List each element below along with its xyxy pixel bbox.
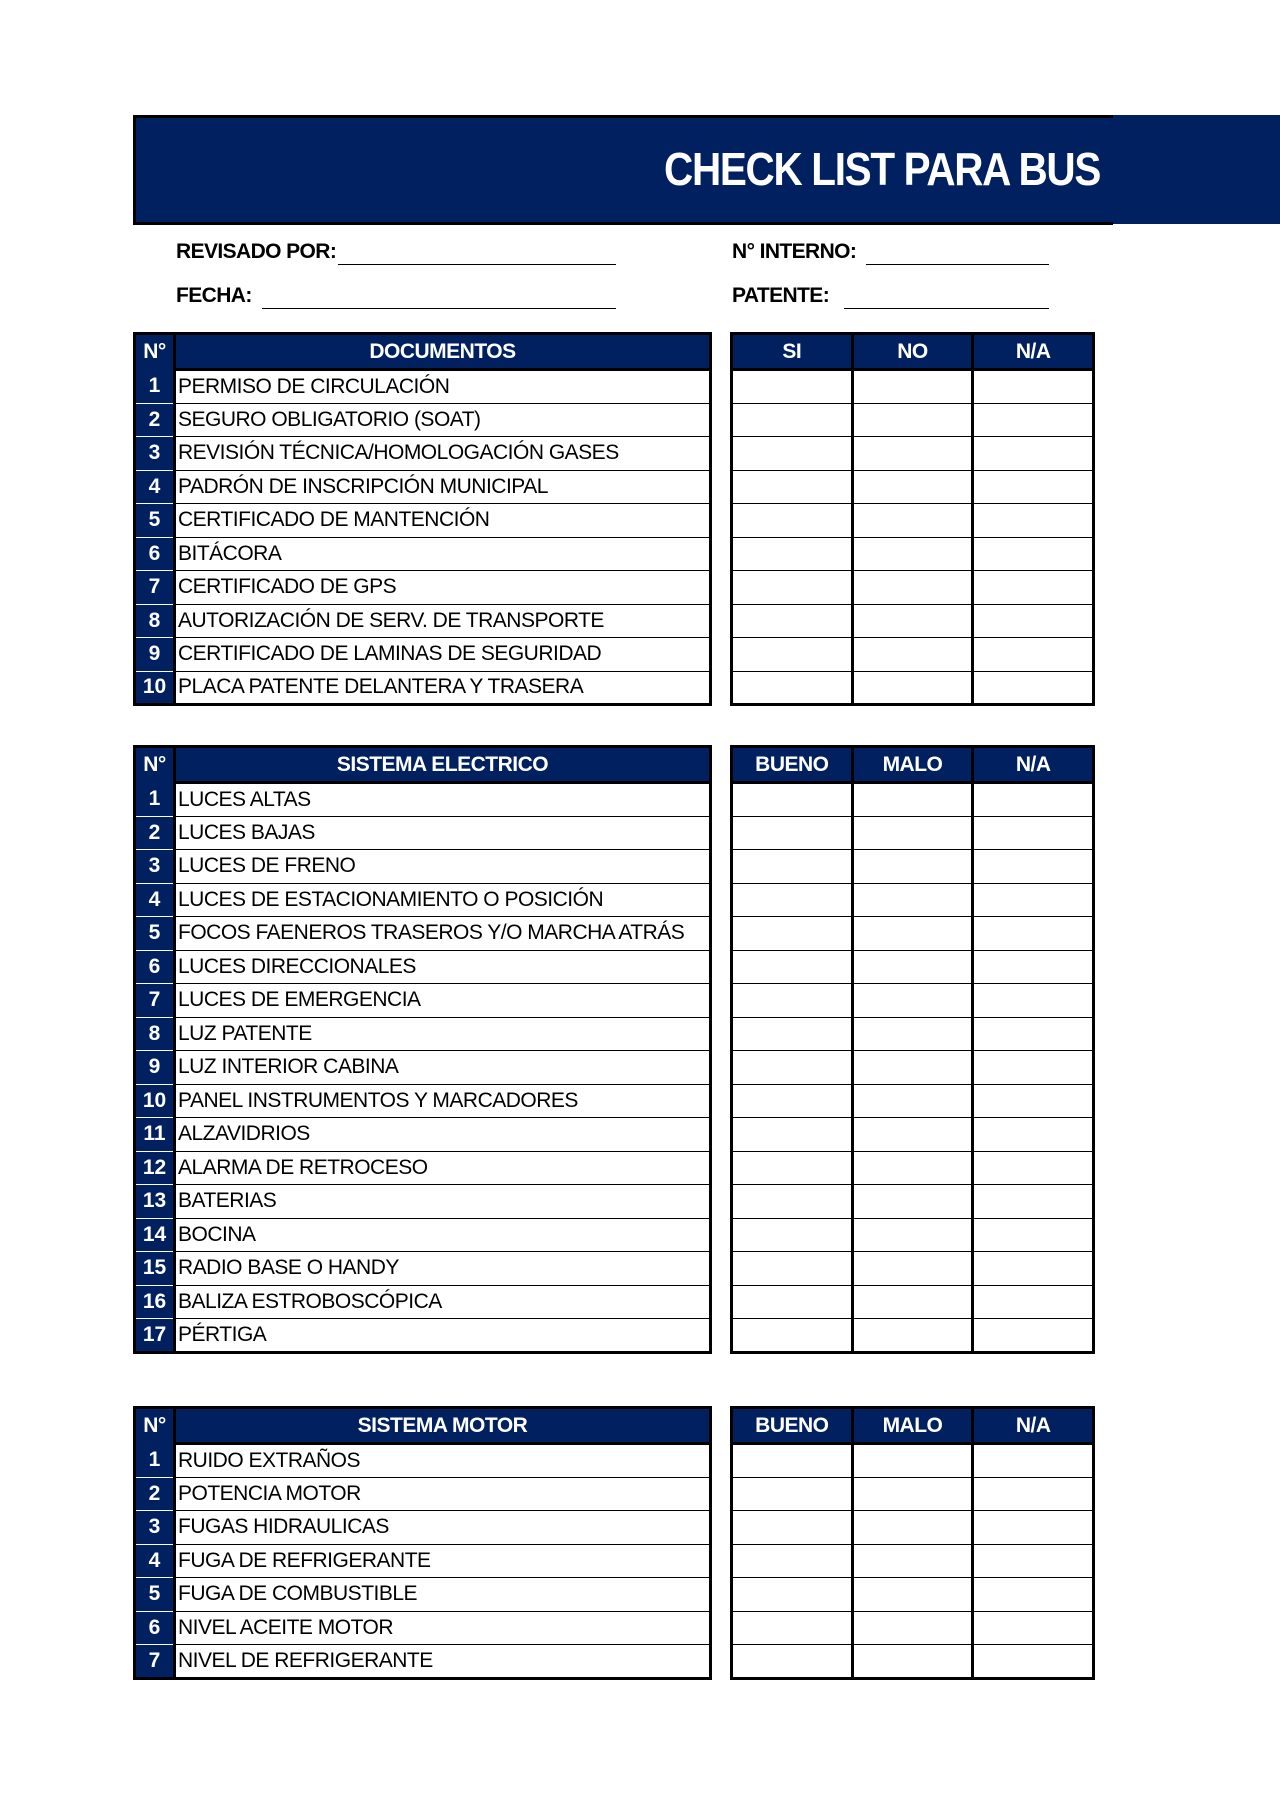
check-cell-bueno[interactable] xyxy=(732,1151,853,1185)
engine-check-table xyxy=(730,1406,1095,1680)
check-row xyxy=(732,470,1094,504)
table-row xyxy=(135,850,711,884)
check-cell-malo[interactable] xyxy=(852,1285,973,1319)
item-label: CERTIFICADO DE MANTENCIÓN xyxy=(175,504,711,538)
item-label: LUCES BAJAS xyxy=(175,816,711,850)
row-number: 7 xyxy=(135,1645,175,1679)
page-title: CHECK LIST PARA BUS xyxy=(664,143,1100,195)
check-cell-bueno[interactable] xyxy=(732,1084,853,1118)
check-row xyxy=(732,537,1094,571)
row-number: 3 xyxy=(135,1511,175,1545)
check-cell-bueno[interactable] xyxy=(732,1511,853,1545)
table-row xyxy=(135,537,711,571)
check-cell-na[interactable] xyxy=(973,470,1094,504)
table-row xyxy=(135,1578,711,1612)
item-label: CERTIFICADO DE LAMINAS DE SEGURIDAD xyxy=(175,638,711,672)
check-row xyxy=(732,1578,1094,1612)
plate-label: PATENTE: xyxy=(732,284,830,307)
row-number: 11 xyxy=(135,1118,175,1152)
check-cell-no[interactable] xyxy=(852,671,973,705)
table-row xyxy=(135,1151,711,1185)
check-cell-no[interactable] xyxy=(852,437,973,471)
table-row xyxy=(135,1319,711,1353)
item-label: PERMISO DE CIRCULACIÓN xyxy=(175,370,711,404)
check-cell-bueno[interactable] xyxy=(732,850,853,884)
table-row xyxy=(135,1611,711,1645)
check-row xyxy=(732,604,1094,638)
column-header: MALO xyxy=(852,1408,973,1444)
row-number: 4 xyxy=(135,1544,175,1578)
row-number: 1 xyxy=(135,370,175,404)
check-row xyxy=(732,783,1094,817)
check-cell-malo[interactable] xyxy=(852,883,973,917)
check-cell-malo[interactable] xyxy=(852,1151,973,1185)
item-label: LUCES DE ESTACIONAMIENTO O POSICIÓN xyxy=(175,883,711,917)
check-cell-bueno[interactable] xyxy=(732,1444,853,1478)
check-cell-na[interactable] xyxy=(973,1017,1094,1051)
check-cell-na[interactable] xyxy=(973,783,1094,817)
check-row xyxy=(732,950,1094,984)
check-row xyxy=(732,1645,1094,1679)
check-row xyxy=(732,437,1094,471)
check-cell-si[interactable] xyxy=(732,638,853,672)
check-cell-no[interactable] xyxy=(852,638,973,672)
item-label: PADRÓN DE INSCRIPCIÓN MUNICIPAL xyxy=(175,470,711,504)
electrical-check-table xyxy=(730,745,1095,1354)
reviewed-by-label: REVISADO POR: xyxy=(176,240,337,263)
item-label: FUGAS HIDRAULICAS xyxy=(175,1511,711,1545)
item-label: RUIDO EXTRAÑOS xyxy=(175,1444,711,1478)
row-number: 4 xyxy=(135,883,175,917)
check-row xyxy=(732,917,1094,951)
item-label: AUTORIZACIÓN DE SERV. DE TRANSPORTE xyxy=(175,604,711,638)
check-cell-na[interactable] xyxy=(973,816,1094,850)
item-label: ALARMA DE RETROCESO xyxy=(175,1151,711,1185)
item-label: RADIO BASE O HANDY xyxy=(175,1252,711,1286)
item-label: LUZ INTERIOR CABINA xyxy=(175,1051,711,1085)
check-row xyxy=(732,1611,1094,1645)
row-number: 4 xyxy=(135,470,175,504)
check-cell-bueno[interactable] xyxy=(732,783,853,817)
table-row xyxy=(135,604,711,638)
check-cell-na[interactable] xyxy=(973,1185,1094,1219)
date-label: FECHA: xyxy=(176,284,252,307)
check-cell-na[interactable] xyxy=(973,1477,1094,1511)
banner-border xyxy=(133,222,1113,225)
table-row xyxy=(135,1511,711,1545)
check-cell-na[interactable] xyxy=(973,1252,1094,1286)
section-title: DOCUMENTOS xyxy=(175,334,711,370)
check-cell-malo[interactable] xyxy=(852,917,973,951)
table-row xyxy=(135,1017,711,1051)
row-number: 2 xyxy=(135,1477,175,1511)
check-row xyxy=(732,504,1094,538)
check-cell-bueno[interactable] xyxy=(732,950,853,984)
check-cell-bueno[interactable] xyxy=(732,1611,853,1645)
check-cell-no[interactable] xyxy=(852,571,973,605)
check-cell-na[interactable] xyxy=(973,1444,1094,1478)
check-row xyxy=(732,1477,1094,1511)
check-cell-bueno[interactable] xyxy=(732,1285,853,1319)
check-row xyxy=(732,1444,1094,1478)
check-cell-si[interactable] xyxy=(732,370,853,404)
row-number: 6 xyxy=(135,1611,175,1645)
table-row xyxy=(135,1051,711,1085)
check-cell-bueno[interactable] xyxy=(732,816,853,850)
date-field[interactable] xyxy=(262,308,616,309)
check-cell-na[interactable] xyxy=(973,950,1094,984)
check-cell-na[interactable] xyxy=(973,1319,1094,1353)
check-row xyxy=(732,1544,1094,1578)
table-row xyxy=(135,504,711,538)
check-cell-malo[interactable] xyxy=(852,783,973,817)
check-cell-na[interactable] xyxy=(973,917,1094,951)
check-cell-bueno[interactable] xyxy=(732,883,853,917)
check-cell-na[interactable] xyxy=(973,638,1094,672)
row-number: 3 xyxy=(135,850,175,884)
check-row xyxy=(732,571,1094,605)
row-number: 8 xyxy=(135,604,175,638)
check-cell-na[interactable] xyxy=(973,671,1094,705)
check-row xyxy=(732,984,1094,1018)
check-cell-bueno[interactable] xyxy=(732,1218,853,1252)
table-row xyxy=(135,883,711,917)
row-number: 1 xyxy=(135,1444,175,1478)
table-row xyxy=(135,638,711,672)
item-label: PANEL INSTRUMENTOS Y MARCADORES xyxy=(175,1084,711,1118)
section-title: SISTEMA ELECTRICO xyxy=(175,747,711,783)
check-cell-malo[interactable] xyxy=(852,1578,973,1612)
check-cell-bueno[interactable] xyxy=(732,1017,853,1051)
reviewed-by-field[interactable] xyxy=(338,264,616,265)
banner-border xyxy=(133,115,1113,118)
check-cell-bueno[interactable] xyxy=(732,1477,853,1511)
check-cell-malo[interactable] xyxy=(852,1118,973,1152)
check-row xyxy=(732,1285,1094,1319)
row-number: 9 xyxy=(135,638,175,672)
check-cell-na[interactable] xyxy=(973,1611,1094,1645)
check-cell-bueno[interactable] xyxy=(732,1118,853,1152)
column-header: MALO xyxy=(852,747,973,783)
table-row xyxy=(135,370,711,404)
check-cell-na[interactable] xyxy=(973,1084,1094,1118)
item-label: BOCINA xyxy=(175,1218,711,1252)
item-label: REVISIÓN TÉCNICA/HOMOLOGACIÓN GASES xyxy=(175,437,711,471)
item-label: ALZAVIDRIOS xyxy=(175,1118,711,1152)
column-header: SI xyxy=(732,334,853,370)
check-cell-malo[interactable] xyxy=(852,1017,973,1051)
row-number: 2 xyxy=(135,403,175,437)
check-cell-na[interactable] xyxy=(973,850,1094,884)
section-title: SISTEMA MOTOR xyxy=(175,1408,711,1444)
check-cell-malo[interactable] xyxy=(852,1084,973,1118)
check-row xyxy=(732,1051,1094,1085)
table-row xyxy=(135,1218,711,1252)
check-row xyxy=(732,850,1094,884)
row-number: 6 xyxy=(135,537,175,571)
check-cell-malo[interactable] xyxy=(852,850,973,884)
check-row xyxy=(732,1319,1094,1353)
column-header: NO xyxy=(852,334,973,370)
check-cell-malo[interactable] xyxy=(852,1252,973,1286)
internal-number-field[interactable] xyxy=(866,264,1049,265)
check-cell-si[interactable] xyxy=(732,403,853,437)
item-label: BATERIAS xyxy=(175,1185,711,1219)
table-row xyxy=(135,1645,711,1679)
row-number: 10 xyxy=(135,671,175,705)
item-label: BITÁCORA xyxy=(175,537,711,571)
check-row xyxy=(732,370,1094,404)
check-cell-bueno[interactable] xyxy=(732,1645,853,1679)
check-cell-bueno[interactable] xyxy=(732,1252,853,1286)
check-row xyxy=(732,1151,1094,1185)
check-row xyxy=(732,816,1094,850)
check-cell-no[interactable] xyxy=(852,604,973,638)
check-cell-na[interactable] xyxy=(973,403,1094,437)
check-row xyxy=(732,1084,1094,1118)
check-cell-no[interactable] xyxy=(852,470,973,504)
row-number: 9 xyxy=(135,1051,175,1085)
check-cell-malo[interactable] xyxy=(852,816,973,850)
table-row xyxy=(135,1084,711,1118)
check-cell-na[interactable] xyxy=(973,1218,1094,1252)
row-number: 10 xyxy=(135,1084,175,1118)
item-label: SEGURO OBLIGATORIO (SOAT) xyxy=(175,403,711,437)
check-cell-bueno[interactable] xyxy=(732,1578,853,1612)
table-row xyxy=(135,1477,711,1511)
check-cell-si[interactable] xyxy=(732,470,853,504)
check-cell-no[interactable] xyxy=(852,504,973,538)
row-number: 16 xyxy=(135,1285,175,1319)
table-row xyxy=(135,984,711,1018)
row-number: 5 xyxy=(135,1578,175,1612)
check-cell-na[interactable] xyxy=(973,883,1094,917)
check-cell-na[interactable] xyxy=(973,1151,1094,1185)
check-cell-malo[interactable] xyxy=(852,1544,973,1578)
table-row xyxy=(135,437,711,471)
table-row xyxy=(135,1118,711,1152)
check-cell-na[interactable] xyxy=(973,1645,1094,1679)
check-cell-na[interactable] xyxy=(973,504,1094,538)
row-number: 5 xyxy=(135,504,175,538)
item-label: NIVEL DE REFRIGERANTE xyxy=(175,1645,711,1679)
item-label: BALIZA ESTROBOSCÓPICA xyxy=(175,1285,711,1319)
row-number: 7 xyxy=(135,571,175,605)
row-number: 7 xyxy=(135,984,175,1018)
table-row xyxy=(135,1252,711,1286)
row-number: 12 xyxy=(135,1151,175,1185)
table-row xyxy=(135,671,711,705)
check-cell-malo[interactable] xyxy=(852,1511,973,1545)
table-row xyxy=(135,783,711,817)
item-label: PLACA PATENTE DELANTERA Y TRASERA xyxy=(175,671,711,705)
check-row xyxy=(732,1252,1094,1286)
check-cell-bueno[interactable] xyxy=(732,1319,853,1353)
electrical-table xyxy=(133,745,712,1354)
check-cell-na[interactable] xyxy=(973,571,1094,605)
column-header: N/A xyxy=(973,1408,1094,1444)
item-label: FUGA DE COMBUSTIBLE xyxy=(175,1578,711,1612)
table-row xyxy=(135,1444,711,1478)
item-label: NIVEL ACEITE MOTOR xyxy=(175,1611,711,1645)
row-number: 17 xyxy=(135,1319,175,1353)
number-header: N° xyxy=(135,334,175,370)
plate-field[interactable] xyxy=(844,308,1049,309)
check-cell-na[interactable] xyxy=(973,604,1094,638)
table-row xyxy=(135,1185,711,1219)
check-cell-na[interactable] xyxy=(973,1118,1094,1152)
check-cell-malo[interactable] xyxy=(852,1319,973,1353)
table-row xyxy=(135,470,711,504)
check-cell-si[interactable] xyxy=(732,537,853,571)
column-header: BUENO xyxy=(732,1408,853,1444)
table-row xyxy=(135,571,711,605)
check-cell-malo[interactable] xyxy=(852,1477,973,1511)
check-cell-malo[interactable] xyxy=(852,950,973,984)
item-label: LUZ PATENTE xyxy=(175,1017,711,1051)
check-row xyxy=(732,1218,1094,1252)
engine-table xyxy=(133,1406,712,1680)
check-cell-na[interactable] xyxy=(973,437,1094,471)
table-row xyxy=(135,917,711,951)
column-header: BUENO xyxy=(732,747,853,783)
check-cell-na[interactable] xyxy=(973,984,1094,1018)
documents-table xyxy=(133,332,712,706)
check-cell-malo[interactable] xyxy=(852,1444,973,1478)
table-row xyxy=(135,1285,711,1319)
item-label: PÉRTIGA xyxy=(175,1319,711,1353)
check-row xyxy=(732,403,1094,437)
check-cell-malo[interactable] xyxy=(852,1218,973,1252)
column-header: N/A xyxy=(973,334,1094,370)
row-number: 15 xyxy=(135,1252,175,1286)
number-header: N° xyxy=(135,1408,175,1444)
table-row xyxy=(135,403,711,437)
check-cell-no[interactable] xyxy=(852,537,973,571)
check-cell-si[interactable] xyxy=(732,437,853,471)
item-label: FOCOS FAENEROS TRASEROS Y/O MARCHA ATRÁS xyxy=(175,917,711,951)
check-cell-malo[interactable] xyxy=(852,1051,973,1085)
check-row xyxy=(732,638,1094,672)
check-cell-si[interactable] xyxy=(732,604,853,638)
row-number: 2 xyxy=(135,816,175,850)
check-cell-bueno[interactable] xyxy=(732,917,853,951)
row-number: 1 xyxy=(135,783,175,817)
item-label: LUCES DE FRENO xyxy=(175,850,711,884)
check-cell-malo[interactable] xyxy=(852,1611,973,1645)
row-number: 13 xyxy=(135,1185,175,1219)
item-label: FUGA DE REFRIGERANTE xyxy=(175,1544,711,1578)
row-number: 5 xyxy=(135,917,175,951)
check-cell-malo[interactable] xyxy=(852,984,973,1018)
item-label: CERTIFICADO DE GPS xyxy=(175,571,711,605)
check-cell-bueno[interactable] xyxy=(732,1185,853,1219)
check-cell-si[interactable] xyxy=(732,504,853,538)
table-row xyxy=(135,950,711,984)
table-row xyxy=(135,1544,711,1578)
check-cell-bueno[interactable] xyxy=(732,984,853,1018)
check-cell-no[interactable] xyxy=(852,403,973,437)
check-cell-si[interactable] xyxy=(732,671,853,705)
item-label: LUCES ALTAS xyxy=(175,783,711,817)
check-cell-na[interactable] xyxy=(973,1578,1094,1612)
row-number: 8 xyxy=(135,1017,175,1051)
item-label: POTENCIA MOTOR xyxy=(175,1477,711,1511)
check-cell-si[interactable] xyxy=(732,571,853,605)
item-label: LUCES DE EMERGENCIA xyxy=(175,984,711,1018)
row-number: 3 xyxy=(135,437,175,471)
check-cell-malo[interactable] xyxy=(852,1645,973,1679)
check-cell-bueno[interactable] xyxy=(732,1051,853,1085)
check-row xyxy=(732,883,1094,917)
row-number: 14 xyxy=(135,1218,175,1252)
check-cell-malo[interactable] xyxy=(852,1185,973,1219)
check-cell-na[interactable] xyxy=(973,370,1094,404)
item-label: LUCES DIRECCIONALES xyxy=(175,950,711,984)
check-row xyxy=(732,1511,1094,1545)
documents-check-table xyxy=(730,332,1095,706)
check-row xyxy=(732,1017,1094,1051)
check-cell-na[interactable] xyxy=(973,1051,1094,1085)
internal-number-label: N° INTERNO: xyxy=(732,240,857,263)
check-cell-bueno[interactable] xyxy=(732,1544,853,1578)
check-cell-na[interactable] xyxy=(973,537,1094,571)
column-header: N/A xyxy=(973,747,1094,783)
check-cell-na[interactable] xyxy=(973,1544,1094,1578)
table-row xyxy=(135,816,711,850)
row-number: 6 xyxy=(135,950,175,984)
check-cell-na[interactable] xyxy=(973,1285,1094,1319)
check-cell-no[interactable] xyxy=(852,370,973,404)
check-row xyxy=(732,1185,1094,1219)
check-row xyxy=(732,671,1094,705)
number-header: N° xyxy=(135,747,175,783)
check-row xyxy=(732,1118,1094,1152)
check-cell-na[interactable] xyxy=(973,1511,1094,1545)
banner-border xyxy=(133,115,136,224)
